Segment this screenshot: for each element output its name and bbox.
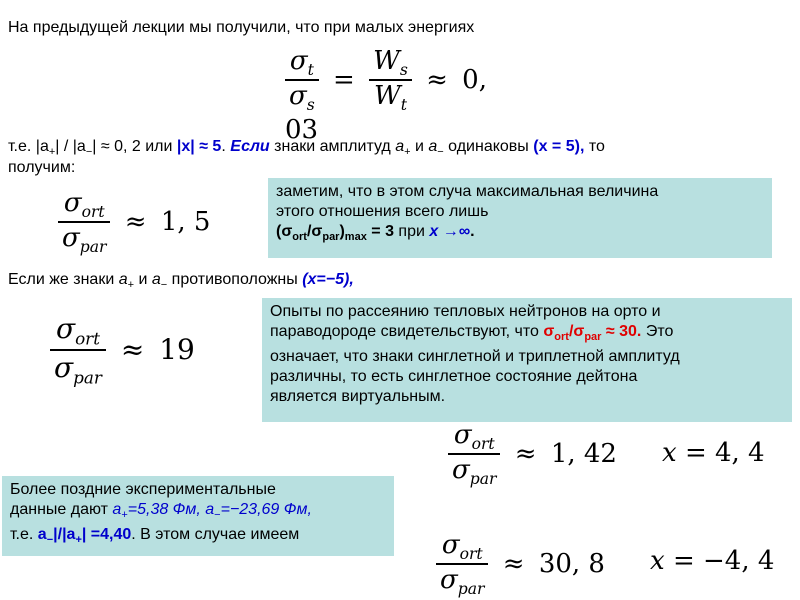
exp-line: означает, что знаки синглетной и триплетной амплитуд xyxy=(270,348,680,366)
sub-ort: ort xyxy=(554,331,569,344)
text-part: противоположны xyxy=(167,271,303,288)
sigma-s-symbol: σ xyxy=(289,81,307,112)
formula3-value: 19 xyxy=(159,333,195,367)
x-value: = −4, 4 xyxy=(672,546,775,576)
formula-ratio-19 xyxy=(50,312,195,387)
exp-text: Это xyxy=(641,323,674,340)
sub-par: par xyxy=(322,231,340,244)
sub-s: s xyxy=(306,96,315,115)
sub-plus: + xyxy=(121,509,128,522)
sub-plus: + xyxy=(127,279,135,292)
sigma-ort: σ xyxy=(453,420,472,450)
ratio-sigma: σ xyxy=(543,323,555,340)
text-part: | ≈ 0, 2 или xyxy=(92,138,177,155)
text-part: то xyxy=(584,138,605,155)
sub-minus: − xyxy=(214,509,221,522)
later-text: данные дают xyxy=(10,501,113,518)
ratio-part: = 3 xyxy=(366,223,394,240)
later-text: . В этом случае имеем xyxy=(131,526,300,544)
fraction-sigma-ort-over-par xyxy=(448,420,500,488)
later-line: Более поздние экспериментальные xyxy=(10,481,276,498)
x-symbol: x xyxy=(662,438,677,468)
approx-sign: ≈ xyxy=(514,439,537,470)
formula1-value: 0, 03 xyxy=(285,65,487,146)
later-line-ratio xyxy=(10,525,386,550)
ratio-end: | =4,40 xyxy=(81,526,132,544)
later-data-box xyxy=(2,476,394,556)
sub-minus: − xyxy=(46,534,54,547)
sub-max: max xyxy=(344,231,367,244)
sub-minus: − xyxy=(437,146,444,159)
approx-sign: ≈ xyxy=(120,333,145,367)
intro-text: На предыдущей лекции мы получили, что при малых энергиях xyxy=(8,19,475,36)
formula-ratio-30-8 xyxy=(436,530,605,598)
sub-par: par xyxy=(457,580,485,599)
sigma-ort: σ xyxy=(63,188,82,218)
sigma-par: σ xyxy=(452,455,470,486)
text-part: знаки амплитуд xyxy=(269,138,396,155)
note-box xyxy=(268,178,772,258)
sub-plus: + xyxy=(404,146,411,159)
w-t-symbol: W xyxy=(373,81,401,112)
ratio-a: a xyxy=(37,526,47,544)
formula-ratio-sigma-t-s xyxy=(285,46,495,146)
sub-ws: s xyxy=(399,61,408,80)
ratio-part: ) xyxy=(339,223,345,240)
sub-par: par xyxy=(584,331,602,344)
exp-line-ratio xyxy=(270,322,784,347)
sigma-par: σ xyxy=(440,565,458,596)
x-infinity: x →∞ xyxy=(429,223,471,240)
sub-ort: ort xyxy=(75,328,100,349)
sigma-t-symbol: σ xyxy=(289,46,308,76)
abs-x-value: |x| ≈ 5 xyxy=(176,138,222,155)
sub-minus: − xyxy=(85,146,93,159)
ratio-part: /σ xyxy=(306,223,323,240)
exp-text: параводороде свидетельствуют, что xyxy=(270,323,544,340)
fraction-ws-over-wt xyxy=(369,46,412,114)
a-plus: a xyxy=(395,138,405,155)
text-part: одинаковы xyxy=(443,138,534,155)
esli-word: Если xyxy=(230,138,270,155)
a-plus: a xyxy=(118,271,128,288)
a-minus: a xyxy=(151,271,161,288)
sub-ort: ort xyxy=(292,231,307,244)
sub-par: par xyxy=(73,367,102,388)
formula4-value: 1, 42 xyxy=(550,439,617,470)
exp-line: различны, то есть синглетное состояние дейтона xyxy=(270,368,638,386)
a-minus-value: =−23,69 Фм, xyxy=(220,501,312,518)
sub-wt: t xyxy=(400,96,407,115)
a-minus: a xyxy=(428,138,438,155)
text-part: и xyxy=(134,271,152,288)
approx-sign: ≈ xyxy=(502,549,525,580)
fraction-sigma-t-over-sigma-s xyxy=(285,46,319,114)
text-part: . xyxy=(221,138,231,155)
text-part: | / |a xyxy=(55,138,86,155)
text-part: Если же знаки xyxy=(8,271,119,288)
sub-ort: ort xyxy=(471,435,495,454)
later-line-values xyxy=(10,500,386,525)
exp-line: Опыты по рассеянию тепловых нейтронов на орто и xyxy=(270,303,661,320)
w-s-symbol: W xyxy=(373,46,400,76)
x-condition: (x=−5), xyxy=(302,271,354,288)
formula2-value: 1, 5 xyxy=(160,207,211,238)
sub-minus: − xyxy=(160,279,168,292)
sub-t: t xyxy=(307,61,314,80)
sub-par: par xyxy=(79,238,107,257)
poluchim-text: получим: xyxy=(8,159,76,176)
fraction-sigma-ort-over-par xyxy=(436,530,488,598)
approx-sign: ≈ xyxy=(124,207,147,238)
ratio-part: (σ xyxy=(276,223,293,240)
approx-sign: ≈ xyxy=(426,65,448,96)
formula4-x xyxy=(662,438,765,468)
a-plus: a xyxy=(112,501,122,518)
note-line: этого отношения всего лишь xyxy=(276,203,489,220)
later-text: т.е. xyxy=(10,526,38,544)
ratio-mid: |/|a xyxy=(53,526,76,544)
dot: . xyxy=(470,223,475,240)
formula-ratio-1-5 xyxy=(58,188,210,256)
sub-par: par xyxy=(469,470,497,489)
amplitude-ratio-line xyxy=(8,137,605,162)
opposite-signs-line xyxy=(8,270,354,295)
sigma-ort: σ xyxy=(441,530,460,560)
a-plus-value: =5,38 Фм, xyxy=(127,501,201,518)
ratio-mid: /σ xyxy=(568,323,585,340)
sub-plus: + xyxy=(48,146,56,159)
a-minus: a xyxy=(200,501,215,518)
text-part: т.е. |a xyxy=(8,138,49,155)
experiments-box xyxy=(262,298,792,422)
sub-ort: ort xyxy=(459,545,483,564)
formula5-x xyxy=(650,546,774,576)
x-symbol: x xyxy=(650,546,665,576)
x-value: = 4, 4 xyxy=(684,438,765,468)
formula-ratio-1-42 xyxy=(448,420,617,488)
x-condition: (x = 5), xyxy=(533,138,585,155)
pri-word: при xyxy=(393,223,430,240)
fraction-sigma-ort-over-par xyxy=(58,188,110,256)
sigma-par: σ xyxy=(62,223,80,254)
sigma-ort: σ xyxy=(55,312,76,345)
sigma-par: σ xyxy=(54,350,74,384)
ratio-end: ≈ 30. xyxy=(601,323,642,340)
equals-sign: = xyxy=(333,65,355,96)
sub-plus: + xyxy=(75,534,82,547)
formula5-value: 30, 8 xyxy=(538,549,605,580)
sub-ort: ort xyxy=(81,203,105,222)
exp-line: является виртуальным. xyxy=(270,388,446,406)
text-part: и xyxy=(410,138,429,155)
fraction-sigma-ort-over-par xyxy=(50,312,106,387)
note-ratio-line xyxy=(276,222,764,247)
note-line: заметим, что в этом случа максимальная величина xyxy=(276,183,659,200)
